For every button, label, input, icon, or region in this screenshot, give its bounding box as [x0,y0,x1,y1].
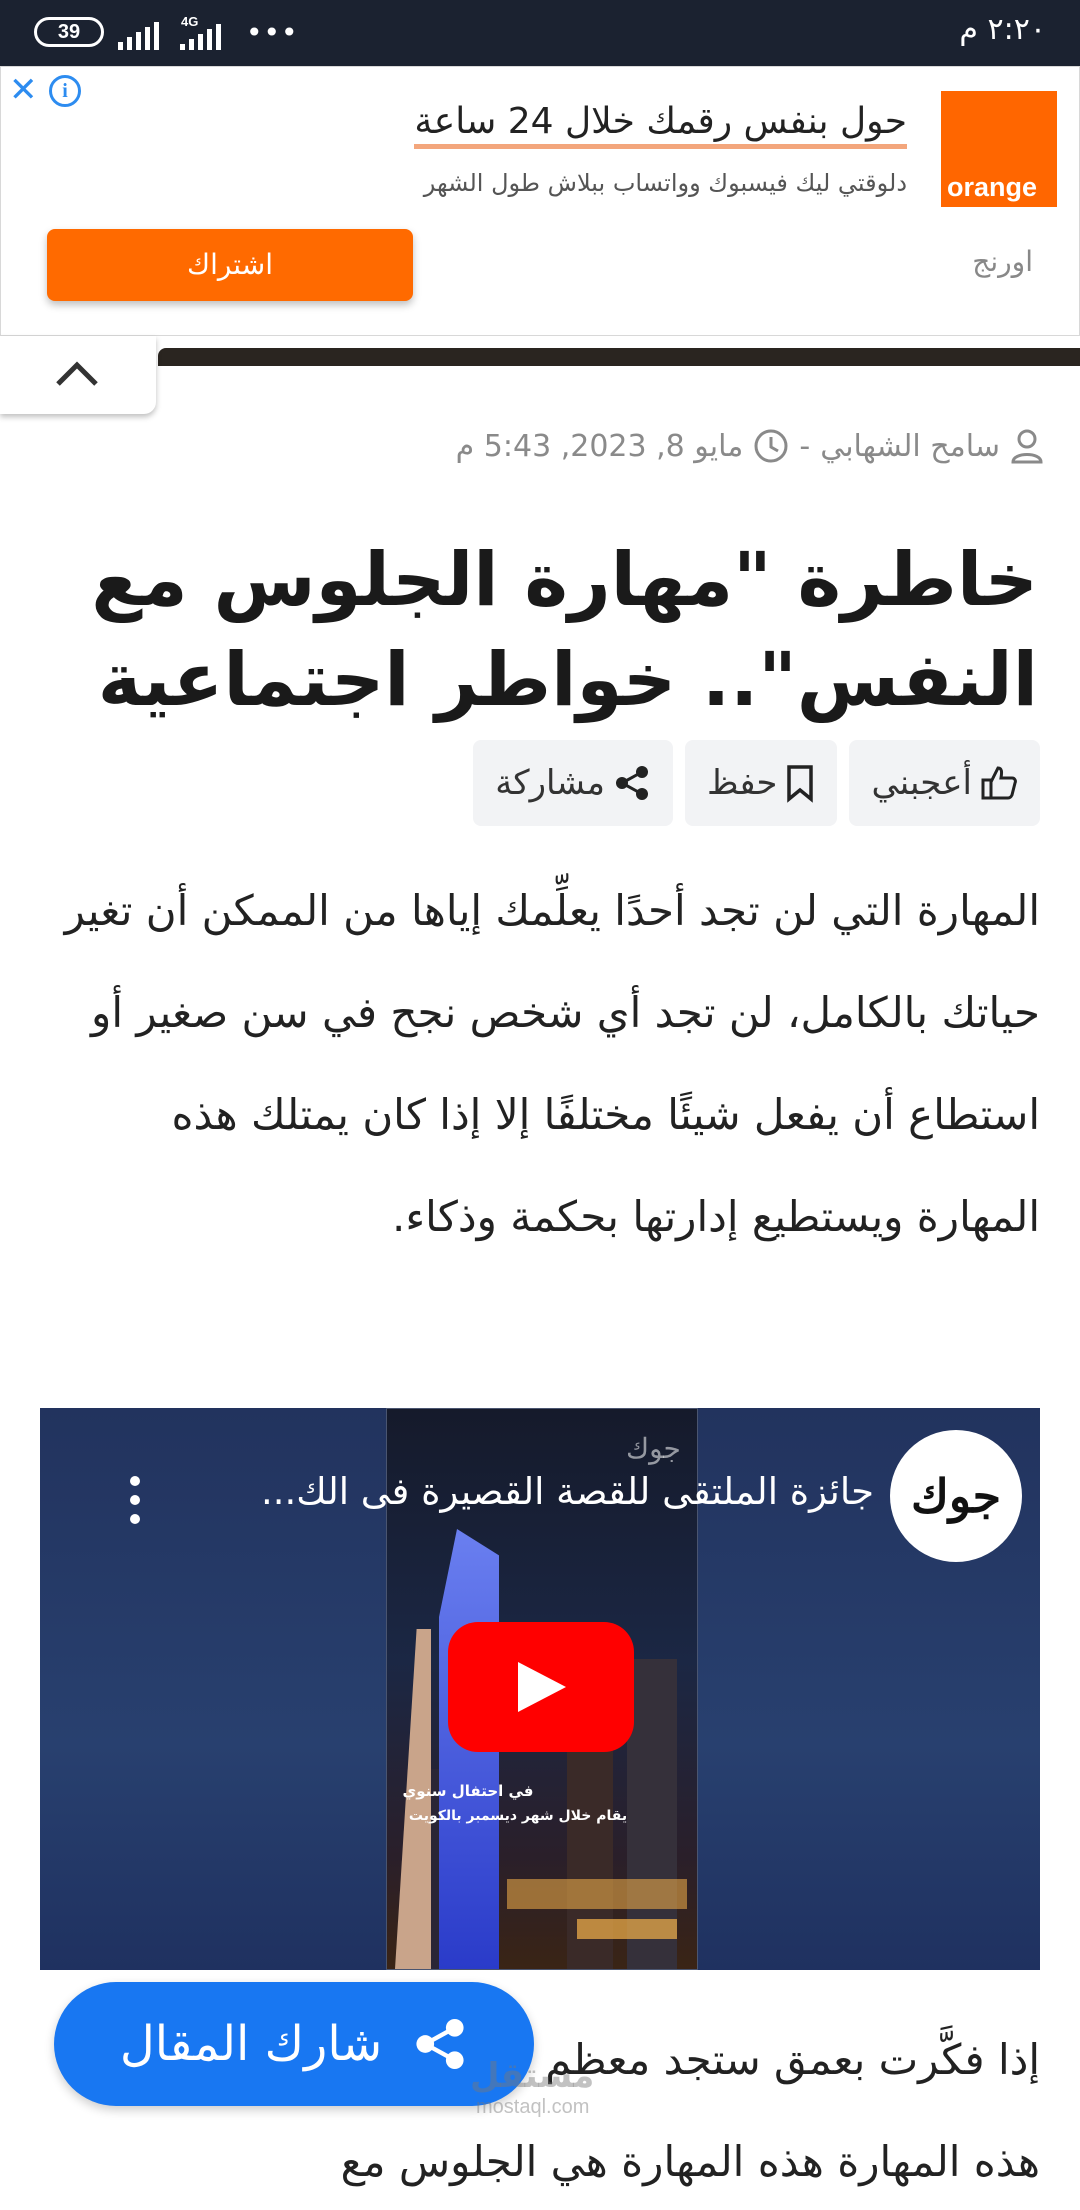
save-button[interactable] [685,740,838,826]
play-icon [516,1660,568,1714]
collapse-ad-button[interactable] [0,336,156,414]
article-paragraph: المهارة التي لن تجد أحدًا يعلِّمك إياها من الممكن أن تغير حياتك بالكامل، لن تجد أي شخص نجح في سن صغير أو استطاع أن يفعل شيئًا مختلفًا إلا إذا كان يمتلك هذه المهارة ويستطيع إدارتها بحكمة وذكاء. [64,886,1040,1241]
article-paragraph-2-cont: هذه المهارة هذه المهارة هي الجلوس مع [340,2137,1040,2186]
video-caption-2: يقام خلال شهر ديسمبر بالكويت [408,1808,628,1824]
publish-date: مايو 8, 2023, 5:43 م [455,428,744,464]
ad-subscribe-button[interactable]: اشتراك [47,229,413,301]
mostaql-watermark: مستقل [470,2056,595,2096]
battery-indicator: 39 [34,17,104,47]
ad-headline[interactable]: حول بنفس رقمك خلال 24 ساعة [414,101,907,149]
ad-close-icon[interactable]: ✕ [9,70,38,110]
share-icon [412,2016,468,2072]
bookmark-icon [785,764,815,802]
share-article-label: شارك المقال [119,2016,383,2072]
thumbs-up-icon [980,764,1018,802]
meta-separator: - [799,428,811,464]
share-article-button[interactable] [54,1982,534,2106]
author-name[interactable]: سامح الشهابي [820,428,1000,464]
like-button[interactable] [849,740,1040,826]
ad-banner[interactable] [0,66,1080,336]
like-label: أعجبني [871,763,972,803]
share-label: مشاركة [495,763,605,803]
article-title: خاطرة "مهارة الجلوس مع النفس".. خواطر اجتماعية [91,537,1038,723]
user-icon [1010,428,1044,464]
more-options-icon[interactable] [130,1476,140,1533]
article-meta [456,424,1044,468]
mostaql-watermark-sub: mostaql.com [476,2096,590,2118]
orange-logo-text: orange [947,172,1038,202]
article-actions [473,740,1040,826]
ad-brand-name: اورنج [972,245,1033,278]
youtube-embed[interactable] [40,1408,1040,1970]
video-watermark: جوك [626,1432,681,1465]
orange-logo [941,91,1057,207]
header-image-edge [158,348,1080,366]
channel-avatar[interactable]: جوك [890,1430,1022,1562]
save-label: حفظ [706,763,778,803]
network-type-label: 4G [181,14,199,29]
signal-2-icon [180,14,221,50]
video-caption-1: في احتفال سنوي [402,1782,534,1800]
ad-info-icon[interactable]: i [49,75,81,107]
clock-icon [753,428,789,464]
status-clock: ٢:٢٠ م [959,12,1046,47]
play-button[interactable] [448,1622,634,1752]
status-bar [0,0,1080,66]
signal-icon [118,14,159,50]
share-button[interactable] [473,740,673,826]
share-icon [613,764,651,802]
article-paragraph-2: إذا فكَّرت بعمق ستجد معظم [545,2035,1040,2084]
more-notifications-icon: ••• [246,16,299,49]
chevron-up-icon [54,358,100,388]
video-title[interactable]: جائزة الملتقى للقصة القصيرة فى الك... [261,1470,874,1513]
ad-subline: دلوقتي ليك فيسبوك وواتساب ببلاش طول الشهر [423,169,907,197]
